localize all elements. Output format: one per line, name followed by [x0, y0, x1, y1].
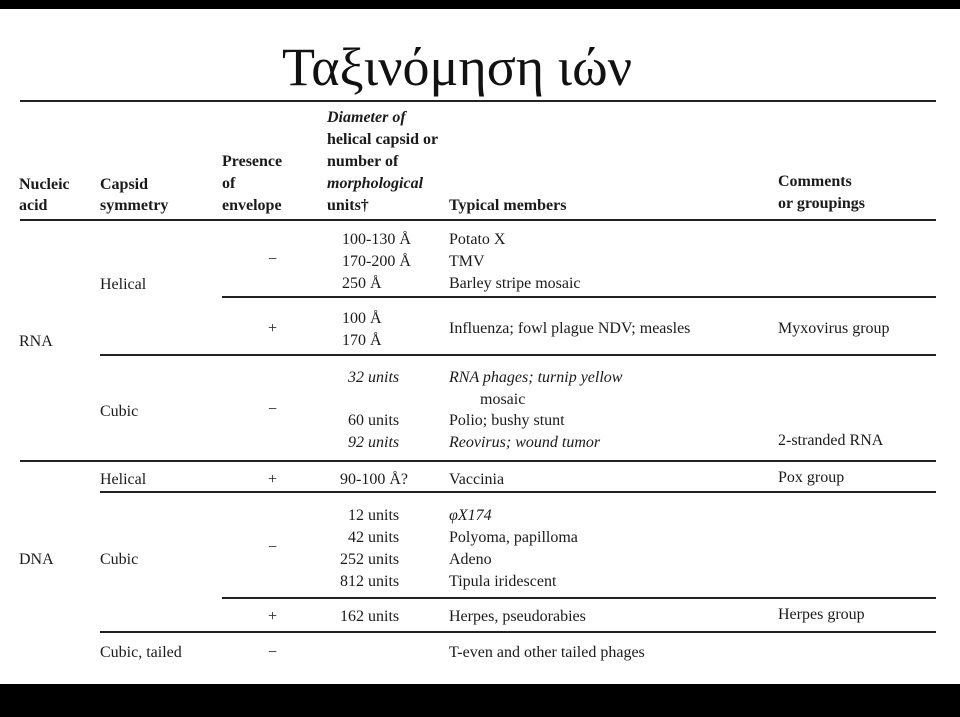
dna-member-2: Polyoma, papilloma	[449, 529, 578, 546]
slide-title: Ταξινόμηση ιών	[281, 37, 633, 97]
dna-cubic-split-rule	[222, 597, 936, 599]
dna-units-4: 812 units	[340, 573, 400, 590]
rna-helical-cubic-rule	[100, 354, 936, 356]
rna-units-3: 92 units	[348, 434, 400, 451]
dna-helical-envelope: +	[268, 471, 278, 488]
header-bottom-rule	[20, 219, 936, 221]
slide: Ταξινόμηση ιών Nucleic acid Capsid symmetry Presence of envelope Diameter of helical capsid or number of morphological units† Typical members Comments or groupings RNA Helical − 100-130 Å 170-200 Å 250 Å Potato X TMV Barley stripe mosaic + 100 Å 170 Å Influenza; fowl plague NDV; measles Myxovirus group Cubic − 32 units 60 units 92 units RNA phages; turnip yellow mosaic Polio; bushy stunt Reovirus; wound tumor 2-stranded RNA Helical + 90-100 Å? Vaccinia Pox group DNA Cubic − 12 units 42 units 252 units 812 units φX174 Polyoma, papilloma Adeno Tipula iridescent + 162 units Herpes, pseudorabies Herpes group Cubic, tailed − T-even and other tailed phages	[0, 9, 960, 684]
dna-herpes-comment: Herpes group	[778, 606, 865, 623]
rna-dna-rule	[20, 460, 936, 462]
rna-units-2: 60 units	[348, 412, 400, 429]
rna-helical-plus-envelope: +	[268, 320, 278, 337]
dna-member-1: φX174	[449, 507, 492, 524]
rna-cubic-member-1: RNA phages; turnip yellow	[449, 369, 623, 386]
dna-member-4: Tipula iridescent	[449, 573, 557, 590]
rna-diameter-3: 250 Å	[342, 275, 382, 292]
rna-member-1: Potato X	[449, 231, 506, 248]
dna-pox-comment: Pox group	[778, 469, 845, 486]
dna-units-5: 162 units	[340, 608, 400, 625]
rna-cubic-member-1b: mosaic	[480, 391, 526, 408]
dna-member-3: Adeno	[449, 551, 492, 568]
rna-helical-label: Helical	[100, 276, 147, 293]
rna-helical-minus-envelope: −	[268, 251, 278, 268]
rna-myxovirus-comment: Myxovirus group	[778, 320, 890, 337]
rna-member-3: Barley stripe mosaic	[449, 275, 581, 292]
header-typical-members: Typical members	[449, 197, 567, 214]
bottom-black-bar	[0, 684, 960, 717]
header-top-rule	[20, 100, 936, 102]
rna-cubic-label: Cubic	[100, 403, 139, 420]
rna-cubic-member-2: Polio; bushy stunt	[449, 412, 565, 429]
rna-cubic-member-3: Reovirus; wound tumor	[449, 434, 601, 451]
rna-helical-split-rule	[222, 296, 936, 298]
dna-tailed-envelope: −	[268, 644, 278, 661]
dna-helical-label: Helical	[100, 471, 147, 488]
rna-diameter-5: 170 Å	[342, 332, 382, 349]
dna-cubic-label: Cubic	[100, 551, 139, 568]
rna-diameter-1: 100-130 Å	[342, 231, 411, 248]
rna-units-1: 32 units	[348, 369, 400, 386]
dna-helical-cubic-rule	[100, 491, 936, 493]
dna-label: DNA	[19, 551, 54, 568]
rna-cubic-envelope: −	[268, 401, 278, 418]
dna-herpes-members: Herpes, pseudorabies	[449, 608, 586, 625]
rna-member-2: TMV	[449, 253, 485, 270]
rna-2-stranded-comment: 2-stranded RNA	[778, 432, 884, 449]
dna-units-3: 252 units	[340, 551, 400, 568]
dna-cubic-plus-envelope: +	[268, 608, 278, 625]
dna-units-2: 42 units	[348, 529, 400, 546]
dna-cubic-minus-envelope: −	[268, 539, 278, 556]
rna-diameter-2: 170-200 Å	[342, 253, 411, 270]
dna-vaccinia: Vaccinia	[449, 471, 505, 488]
rna-label: RNA	[19, 333, 53, 350]
rna-influenza-members: Influenza; fowl plague NDV; measles	[449, 320, 691, 337]
dna-helical-diameter: 90-100 Å?	[340, 471, 408, 488]
dna-cubic-tailed-rule	[100, 631, 936, 633]
rna-diameter-4: 100 Å	[342, 310, 382, 327]
dna-tailed-label: Cubic, tailed	[100, 644, 182, 661]
dna-tailed-members: T-even and other tailed phages	[449, 644, 645, 661]
dna-units-1: 12 units	[348, 507, 400, 524]
